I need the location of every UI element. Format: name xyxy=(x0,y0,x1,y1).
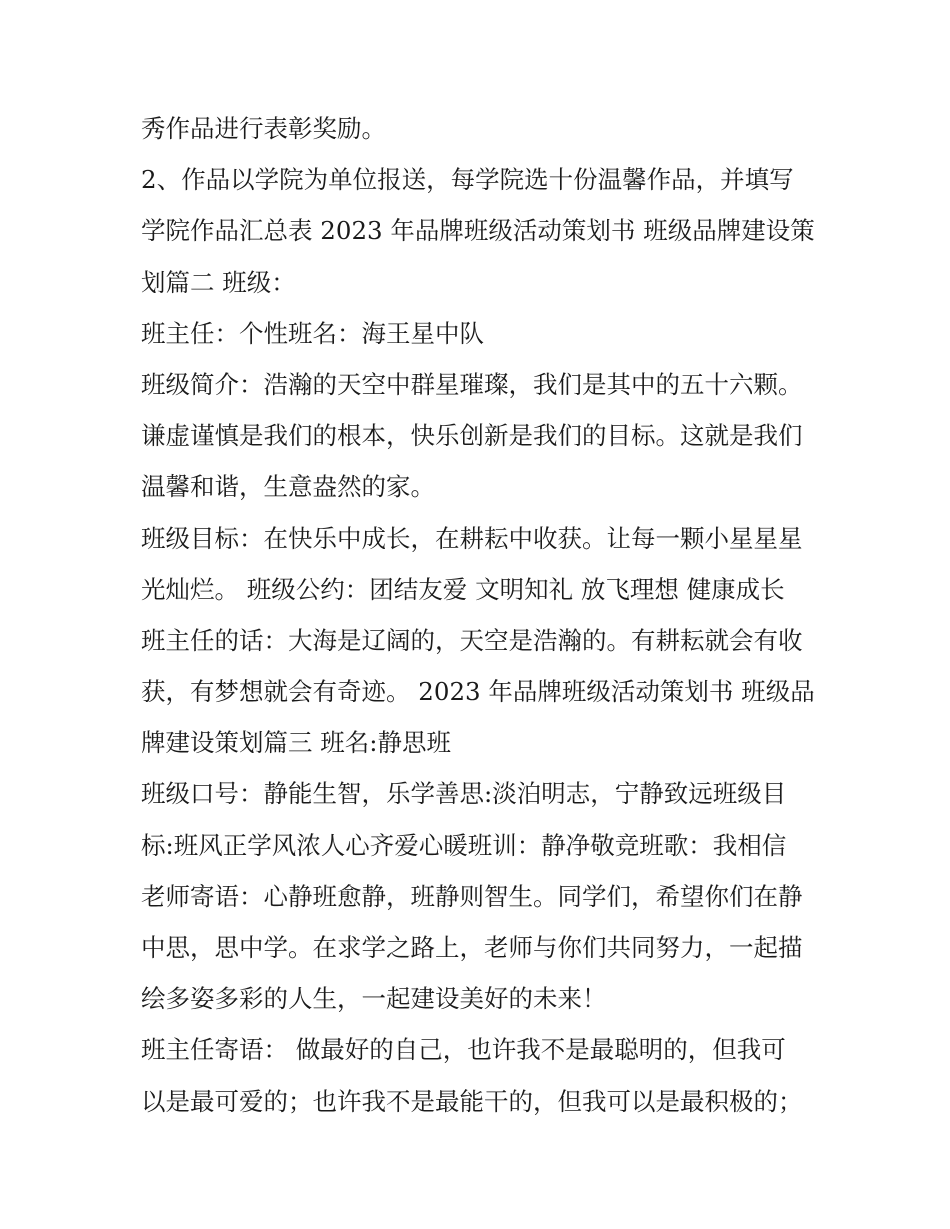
text-line: 谦虚谨慎是我们的根本，快乐创新是我们的目标。这就是我们 xyxy=(141,421,803,451)
text-line: 温馨和谐，生意盎然的家。 xyxy=(141,472,435,502)
text-line: 班主任：个性班名：海王星中队 xyxy=(141,318,484,348)
text-line: 牌建设策划篇三 班名:静思班 xyxy=(141,728,452,758)
body-text xyxy=(141,103,821,1127)
text-line: 标:班风正学风浓人心齐爱心暖班训：静净敬竞班歌：我相信 xyxy=(141,830,787,860)
text-line: 以是最可爱的；也许我不是最能干的，但我可以是最积极的； xyxy=(141,1086,803,1116)
text-line: 老师寄语：心静班愈静，班静则智生。同学们，希望你们在静 xyxy=(141,881,803,911)
text-line: 学院作品汇总表 2023 年品牌班级活动策划书 班级品牌建设策 xyxy=(141,216,815,246)
text-line: 光灿烂。 班级公约：团结友爱 文明知礼 放飞理想 健康成长 xyxy=(141,574,785,604)
text-line: 班主任寄语： 做最好的自己，也许我不是最聪明的，但我可 xyxy=(141,1035,786,1065)
text-line: 班级简介：浩瀚的天空中群星璀璨，我们是其中的五十六颗。 xyxy=(141,369,803,399)
text-line: 班主任的话：大海是辽阔的，天空是浩瀚的。有耕耘就会有收 xyxy=(141,625,803,655)
text-line: 绘多姿多彩的人生，一起建设美好的未来！ xyxy=(141,984,607,1014)
text-line: 班级口号：静能生智，乐学善思:淡泊明志，宁静致远班级目 xyxy=(141,779,787,809)
text-line: 2、作品以学院为单位报送，每学院选十份温馨作品，并填写 xyxy=(141,165,794,195)
text-line: 划篇二 班级： xyxy=(141,267,296,297)
text-line: 中思，思中学。在求学之路上，老师与你们共同努力，一起描 xyxy=(141,933,803,962)
text-line: 秀作品进行表彰奖励。 xyxy=(141,114,386,143)
text-line: 班级目标：在快乐中成长，在耕耘中收获。让每一颗小星星星 xyxy=(141,523,803,553)
text-line: 获，有梦想就会有奇迹。 2023 年品牌班级活动策划书 班级品 xyxy=(141,677,815,707)
